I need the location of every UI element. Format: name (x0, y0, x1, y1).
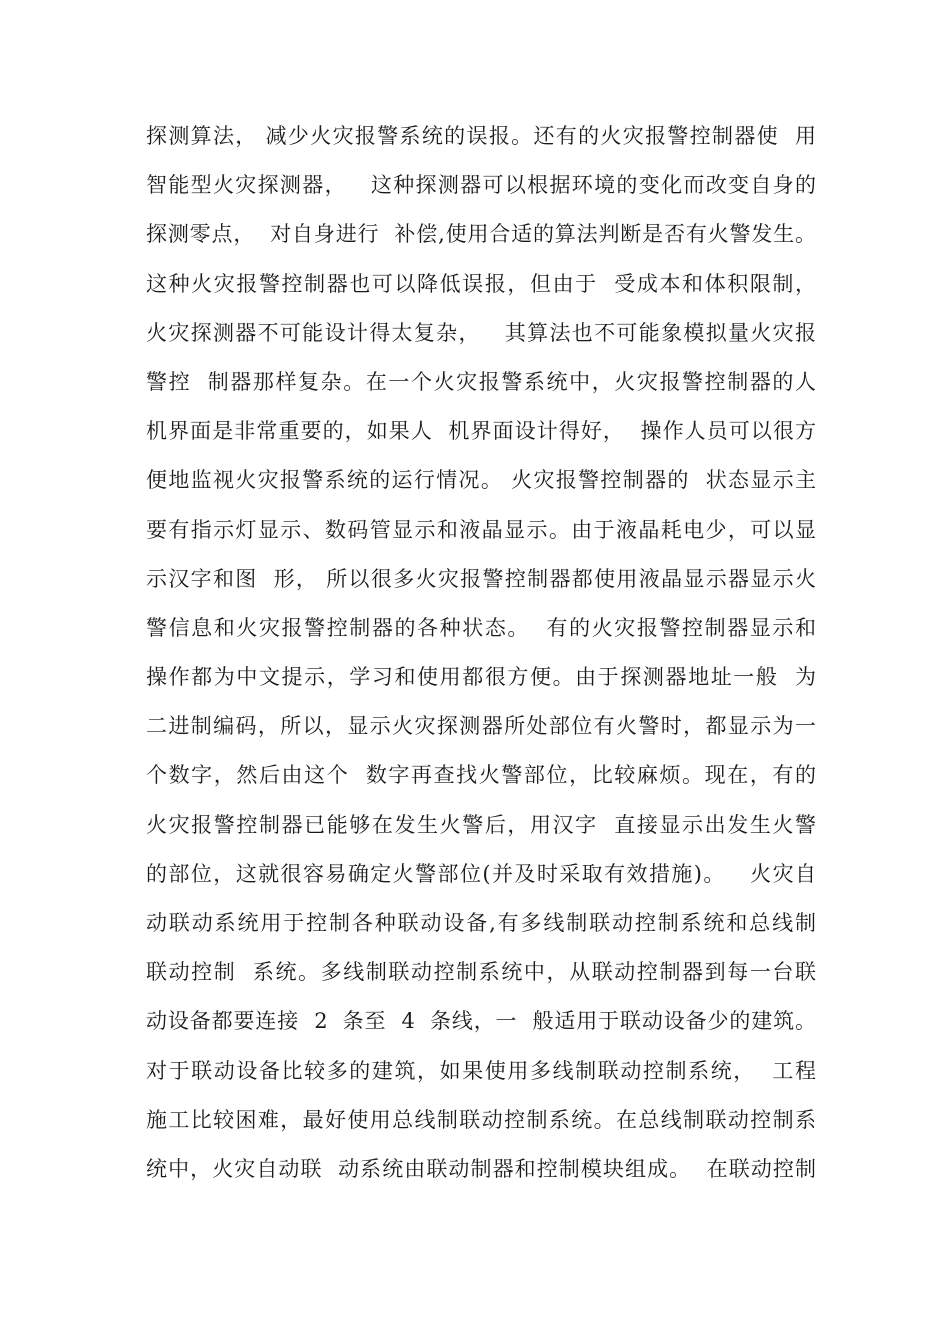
text-line: 动联动系统用于控制各种联动设备,有多线制联动控制系统和总线制 (146, 911, 816, 935)
text-line: 示汉字和图 形， 所以很多火灾报警控制器都使用液晶显示器显示火 (146, 566, 816, 591)
text-line: 统中，火灾自动联 动系统由联动制器和控制模块组成。 在联动控制 (146, 1156, 816, 1181)
text-line: 这种火灾报警控制器也可以降低误报，但由于 受成本和体积限制， (146, 271, 816, 296)
text-line: 个数字，然后由这个 数字再查找火警部位，比较麻烦。现在，有的 (146, 763, 816, 788)
text-line: 的部位，这就很容易确定火警部位(并及时采取有效措施)。 火灾自 (146, 861, 816, 886)
text-line: 施工比较困难，最好使用总线制联动控制系统。在总线制联动控制系 (146, 1107, 816, 1132)
body-text (146, 112, 816, 1194)
text-line: 智能型火灾探测器， 这种探测器可以根据环境的变化而改变自身的 (146, 173, 816, 198)
text-line: 探测算法， 减少火灾报警系统的误报。还有的火灾报警控制器使 用 (146, 124, 816, 148)
text-line: 警控 制器那样复杂。在一个火灾报警系统中，火灾报警控制器的人 (146, 369, 816, 394)
text-line: 便地监视火灾报警系统的运行情况。 火灾报警控制器的 状态显示主 (146, 468, 816, 493)
text-line: 对于联动设备比较多的建筑，如果使用多线制联动控制系统， 工程 (146, 1058, 816, 1083)
text-line: 二进制编码，所以，显示火灾探测器所处部位有火警时，都显示为一 (146, 714, 816, 739)
text-line: 火灾报警控制器已能够在发生火警后，用汉字 直接显示出发生火警 (146, 812, 816, 837)
text-line: 动设备都要连接 2 条至 4 条线，一 般适用于联动设备少的建筑。 (146, 1009, 816, 1034)
text-line: 机界面是非常重要的，如果人 机界面设计得好， 操作人员可以很方 (146, 419, 816, 444)
text-line: 火灾探测器不可能设计得太复杂， 其算法也不可能象模拟量火灾报 (146, 320, 816, 345)
text-line: 要有指示灯显示、数码管显示和液晶显示。由于液晶耗电少，可以显 (146, 517, 816, 542)
text-line: 警信息和火灾报警控制器的各种状态。 有的火灾报警控制器显示和 (146, 615, 816, 640)
text-line: 探测零点， 对自身进行 补偿,使用合适的算法判断是否有火警发生。 (146, 222, 816, 247)
text-line: 操作都为中文提示，学习和使用都很方便。由于探测器地址一般 为 (146, 665, 816, 690)
text-line: 联动控制 系统。多线制联动控制系统中，从联动控制器到每一台联 (146, 960, 816, 985)
